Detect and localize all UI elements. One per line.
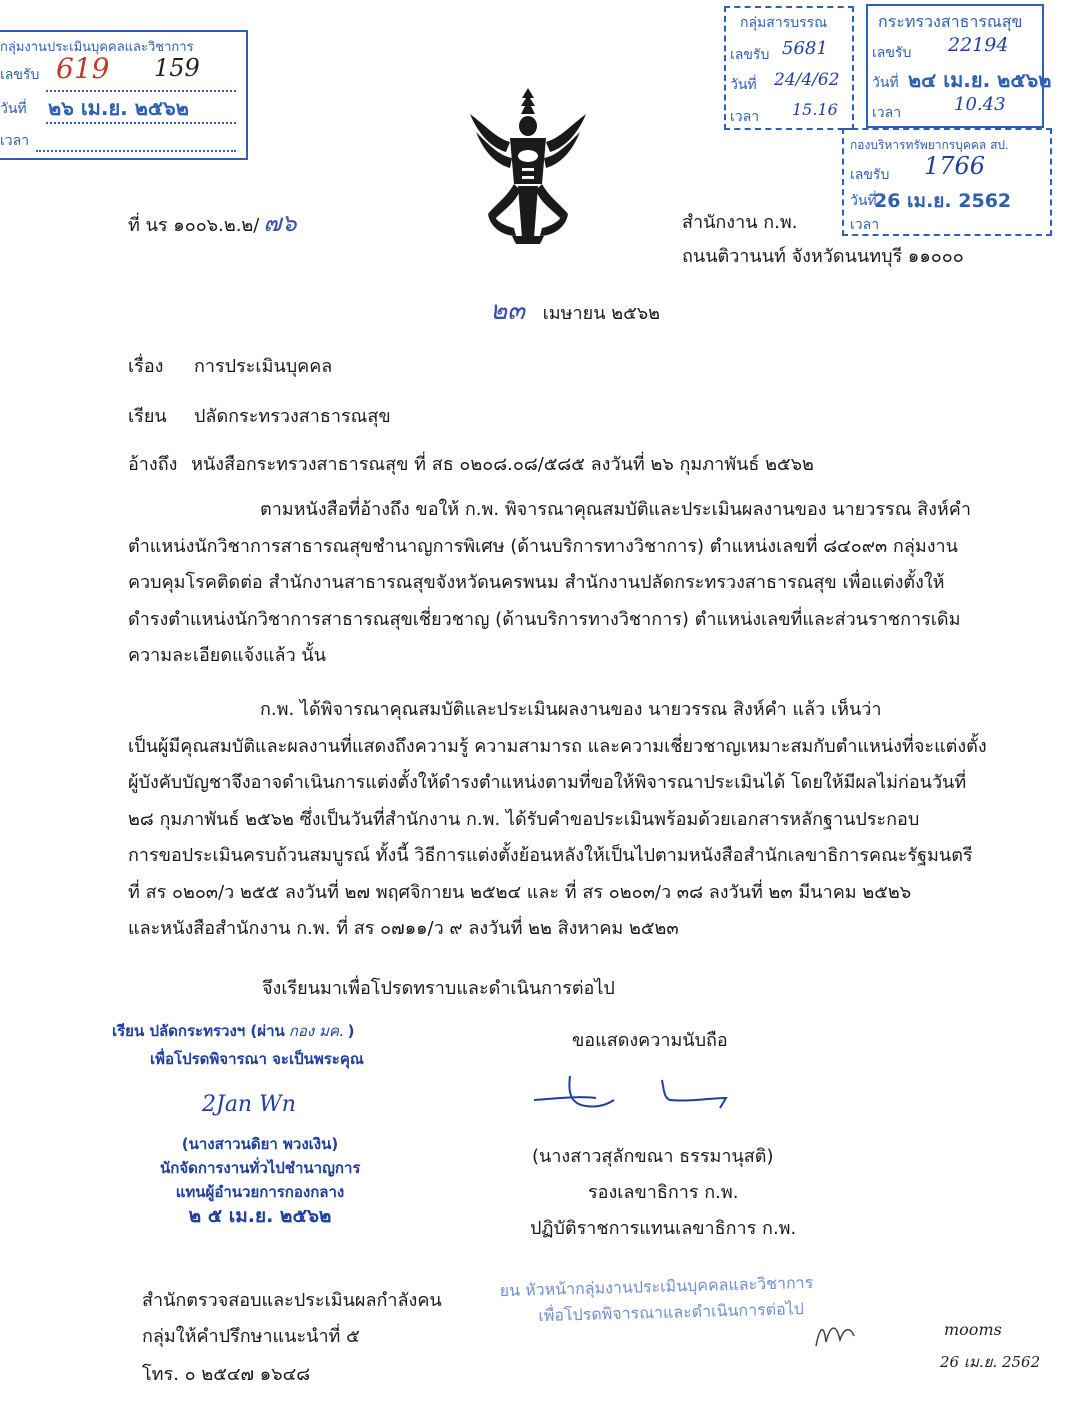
stamp-date: 26 เม.ย. 2562	[874, 190, 1012, 212]
annotation-line-2: เพื่อโปรดพิจารณา จะเป็นพระคุณ	[150, 1050, 364, 1068]
paragraph-line: ความละเอียดแจ้งแล้ว นั้น	[128, 645, 327, 666]
stamp-receipt-no2: 159	[154, 54, 200, 82]
regards: ขอแสดงความนับถือ	[572, 1030, 728, 1051]
stamp-date-label: วันที่	[0, 101, 27, 117]
subject-row	[128, 354, 333, 380]
stamp-receipt-no: 22194	[948, 34, 1009, 56]
recipient-row	[128, 404, 391, 430]
annotation-signer	[160, 1132, 360, 1228]
annotation-via-handwritten: กอง มค.	[288, 1022, 344, 1040]
receipt-stamp-left	[0, 30, 248, 160]
ref-no-handwritten: ๗๖	[263, 209, 297, 237]
footer-group: กลุ่มให้คำปรึกษาแนะนำที่ ๕	[142, 1326, 360, 1347]
paragraph-line: เป็นผู้มีคุณสมบัติและผลงานที่แสดงถึงความรู้ ความสามารถ และความเชี่ยวชาญเหมาะสมกับตำแหน่งที่จะแต่งตั้ง	[128, 735, 987, 757]
stamp-receipt-no: 5681	[782, 38, 828, 59]
receipt-stamp-mid	[724, 6, 854, 130]
signature	[530, 1068, 740, 1118]
routing-signature	[810, 1316, 860, 1356]
stamp-time-label: เวลา	[872, 105, 902, 121]
annotation-signer-name: (นางสาวนดิยา พวงเงิน)	[181, 1135, 339, 1153]
stamp-header: กลุ่มงานประเมินบุคคลและวิชาการ	[0, 40, 194, 55]
handwritten-note: mooms	[944, 1320, 1002, 1339]
office-name: สำนักงาน ก.พ.	[682, 212, 798, 233]
date-day-handwritten: ๒๓	[490, 296, 525, 326]
reference-label: อ้างถึง	[128, 454, 178, 475]
subject-label: เรื่อง	[128, 356, 164, 377]
stamp-dotted-line	[36, 150, 236, 152]
paragraph-line: ที่ สร ๐๒๐๓/ว ๒๕๕ ลงวันที่ ๒๗ พฤศจิกายน ๒๕๒๔ และ ที่ สร ๐๒๐๓/ว ๓๘ ลงวันที่ ๒๓ มีนาคม ๒๕๒๖	[128, 881, 912, 903]
paragraph-line: ผู้บังคับบัญชาจึงอาจดำเนินการแต่งตั้งให้ดำรงตำแหน่งตามที่ขอให้พิจารณาประเมินได้ โดยให้มีผลไม่ก่อนวันที่	[128, 772, 967, 793]
office-address: ถนนติวานนท์ จังหวัดนนทบุรี ๑๑๐๐๐	[682, 246, 964, 267]
ref-label: ที่ นร ๑๐๐๖.๒.๒/	[128, 215, 260, 236]
annotation-signer-title: นักจัดการงานทั่วไปชำนาญการ	[160, 1159, 361, 1177]
stamp-receipt-label: เลขรับ	[850, 167, 890, 183]
stamp-date-label: วันที่	[850, 193, 877, 209]
reference-row	[128, 452, 814, 478]
paragraph-line: การขอประเมินครบถ้วนสมบูรณ์ ทั้งนี้ วิธีการแต่งตั้งย้อนหลังให้เป็นไปตามหนังสือสำนักเลขาธิการคณะรัฐมนตรี	[128, 845, 973, 866]
paragraph-line: และหนังสือสำนักงาน ก.พ. ที่ สร ๐๗๑๑/ว ๙ ลงวันที่ ๒๒ สิงหาคม ๒๕๒๓	[128, 918, 679, 939]
paragraph-line: ตามหนังสือที่อ้างถึง ขอให้ ก.พ. พิจารณาคุณสมบัติและประเมินผลงานของ นายวรรณ สิงห์คำ	[260, 499, 971, 520]
paragraph-line: ตำแหน่งนักวิชาการสาธารณสุขชำนาญการพิเศษ (ด้านบริการทางวิชาการ) ตำแหน่งเลขที่ ๘๔๐๙๓ กลุ่มงาน	[128, 535, 958, 557]
stamp-receipt-label: เลขรับ	[872, 45, 912, 61]
stamp-date-label: วันที่	[872, 75, 899, 91]
recipient-text: ปลัดกระทรวงสาธารณสุข	[194, 406, 391, 427]
stamp-header: กองบริหารทรัพยากรบุคคล สป.	[850, 138, 1009, 152]
recipient-label: เรียน	[128, 406, 167, 427]
footer-phone: โทร. ๐ ๒๕๔๗ ๑๖๔๘	[142, 1364, 311, 1385]
stamp-receipt-no: 619	[56, 52, 110, 85]
stamp-time-label: เวลา	[850, 217, 880, 233]
receipt-stamp-hr	[842, 128, 1052, 236]
body-paragraph-1	[128, 492, 971, 675]
stamp-date: ๒๖ เม.ย. ๒๕๖๒	[48, 96, 189, 120]
annotation-signature: 2Jan Wn	[202, 1092, 296, 1117]
paragraph-line: ก.พ. ได้พิจารณาคุณสมบัติและประเมินผลงานของ นายวรรณ สิงห์คำ แล้ว เห็นว่า	[260, 699, 882, 720]
annotation-date: ๒ ๕ เม.ย. ๒๕๖๒	[188, 1205, 332, 1227]
stamp-dotted-line	[46, 122, 236, 124]
routing-annotation	[499, 1270, 814, 1330]
stamp-date: ๒๔ เม.ย. ๒๕๖๒	[908, 68, 1052, 92]
stamp-header: กระทรวงสาธารณสุข	[878, 12, 1023, 31]
routing-line-1: ยน หัวหน้ากลุ่มงานประเมินบุคคลและวิชาการ	[499, 1272, 814, 1301]
signer-name: (นางสาวสุลักขณา ธรรมานุสติ)	[532, 1146, 774, 1167]
paragraph-line: ควบคุมโรคติดต่อ สำนักงานสาธารณสุขจังหวัดนครพนม สำนักงานปลัดกระทรวงสาธารณสุข เพื่อแต่งตั้งให้	[128, 572, 945, 593]
stamp-date-label: วันที่	[730, 77, 757, 93]
footer-department: สำนักตรวจสอบและประเมินผลกำลังคน	[142, 1290, 442, 1311]
annotation-signer-title2: แทนผู้อำนวยการกองกลาง	[175, 1183, 345, 1201]
stamp-time: 10.43	[954, 94, 1006, 115]
paragraph-line: ๒๘ กุมภาพันธ์ ๒๕๖๒ ซึ่งเป็นวันที่สำนักงาน ก.พ. ได้รับคำขอประเมินพร้อมด้วยเอกสารหลักฐานประกอบ	[128, 808, 920, 830]
signer-acting-title: ปฏิบัติราชการแทนเลขาธิการ ก.พ.	[530, 1218, 797, 1239]
subject-text: การประเมินบุคคล	[194, 356, 333, 377]
garuda-emblem	[466, 86, 590, 246]
letter-reference-number	[128, 210, 297, 239]
signer-title: รองเลขาธิการ ก.พ.	[588, 1182, 739, 1203]
forwarding-annotation	[112, 1020, 364, 1070]
stamp-time: 15.16	[792, 100, 838, 119]
annotation-line-1	[112, 1020, 364, 1042]
routing-line-2: เพื่อโปรดพิจารณาและดำเนินการต่อไป	[538, 1299, 805, 1326]
annotation-paren: )	[347, 1022, 355, 1040]
stamp-time-label: เวลา	[0, 133, 30, 149]
annotation-to: เรียน ปลัดกระทรวงฯ (ผ่าน	[112, 1022, 285, 1040]
closing-line: จึงเรียนมาเพื่อโปรดทราบและดำเนินการต่อไป	[262, 978, 615, 999]
paragraph-line: ดำรงตำแหน่งนักวิชาการสาธารณสุขเชี่ยวชาญ (ด้านบริการทางวิชาการ) ตำแหน่งเลขที่และส่วนราชการเดิม	[128, 608, 961, 630]
date-month-year: เมษายน ๒๕๖๒	[542, 303, 660, 324]
stamp-receipt-no: 1766	[924, 152, 986, 180]
stamp-receipt-label: เลขรับ	[0, 67, 40, 83]
stamp-header: กลุ่มสารบรรณ	[740, 15, 828, 31]
handwritten-date: 26 เม.ย. 2562	[940, 1353, 1041, 1371]
receipt-stamp-ministry	[866, 4, 1052, 128]
stamp-date: 24/4/62	[774, 70, 840, 90]
reference-text: หนังสือกระทรวงสาธารณสุข ที่ สธ ๐๒๐๘.๐๘/๕๘๕ ลงวันที่ ๒๖ กุมภาพันธ์ ๒๕๖๒	[191, 454, 814, 475]
stamp-receipt-label: เลขรับ	[730, 47, 770, 63]
body-paragraph-2	[128, 692, 987, 948]
letter-date	[490, 298, 660, 327]
stamp-time-label: เวลา	[730, 109, 760, 125]
